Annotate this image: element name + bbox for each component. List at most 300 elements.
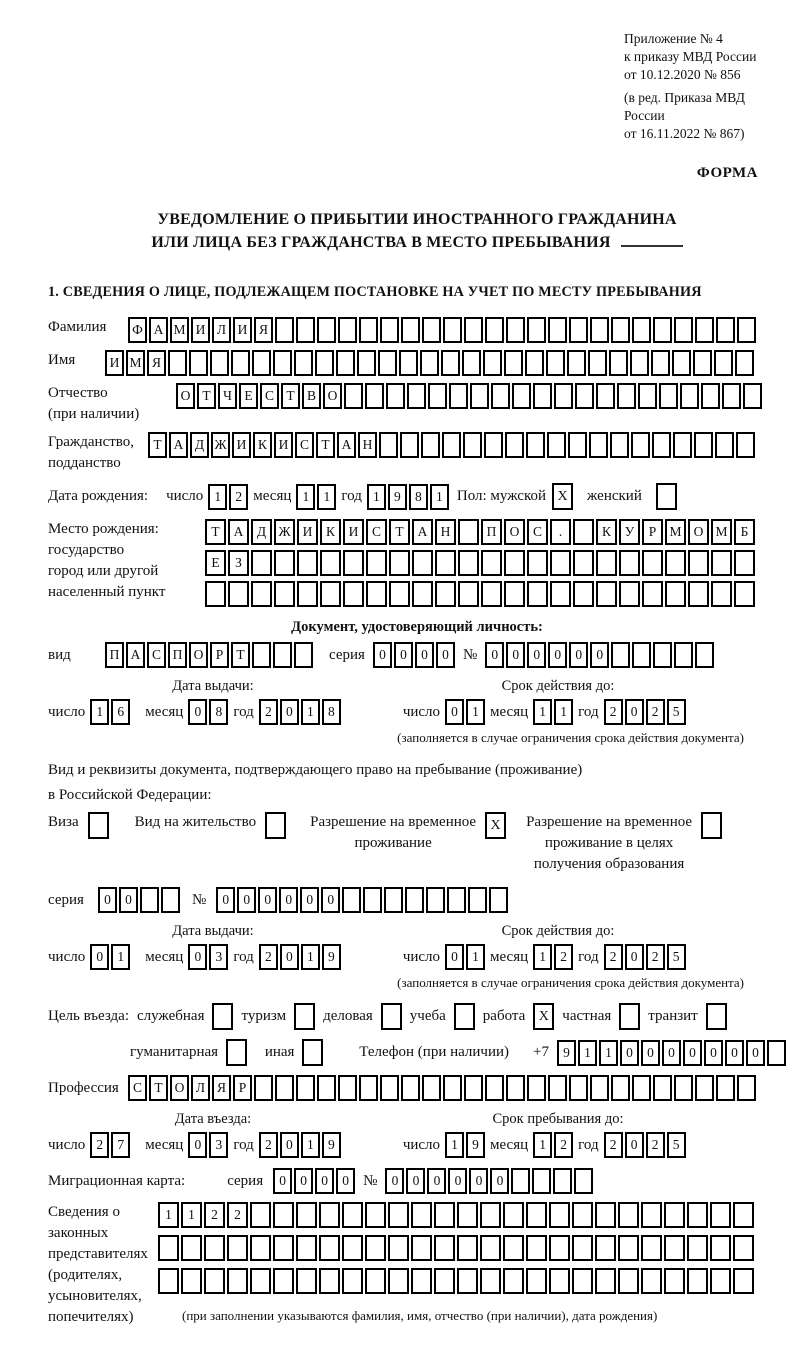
char-cell[interactable]: 0 — [704, 1040, 723, 1066]
char-cell[interactable]: Ч — [218, 383, 237, 409]
char-cell[interactable] — [252, 350, 271, 376]
char-cell[interactable] — [359, 1075, 378, 1101]
char-cell[interactable]: Л — [191, 1075, 210, 1101]
char-cell[interactable] — [506, 317, 525, 343]
char-cell[interactable]: 3 — [209, 944, 228, 970]
char-cell[interactable] — [480, 1202, 501, 1228]
char-cell[interactable] — [595, 1235, 616, 1261]
char-cell[interactable] — [596, 383, 615, 409]
char-cell[interactable] — [550, 581, 571, 607]
purpose-humanitarian-checkbox[interactable] — [226, 1039, 247, 1066]
char-cell[interactable] — [231, 350, 250, 376]
permit-number-cells[interactable] — [216, 887, 508, 913]
char-cell[interactable] — [737, 317, 756, 343]
char-cell[interactable] — [664, 1235, 685, 1261]
char-cell[interactable]: 1 — [466, 944, 485, 970]
char-cell[interactable]: 3 — [209, 1132, 228, 1158]
char-cell[interactable] — [468, 887, 487, 913]
char-cell[interactable]: 0 — [216, 887, 235, 913]
purpose-work-checkbox[interactable]: X — [533, 1003, 554, 1030]
doc-issue-year-cells[interactable] — [259, 699, 341, 725]
char-cell[interactable] — [273, 642, 292, 668]
representatives-row1-cells[interactable] — [158, 1202, 754, 1228]
char-cell[interactable] — [734, 581, 755, 607]
char-cell[interactable] — [533, 383, 552, 409]
char-cell[interactable] — [434, 1235, 455, 1261]
char-cell[interactable]: 0 — [406, 1168, 425, 1194]
char-cell[interactable]: А — [169, 432, 188, 458]
char-cell[interactable] — [227, 1268, 248, 1294]
char-cell[interactable]: Р — [210, 642, 229, 668]
char-cell[interactable]: 0 — [280, 944, 299, 970]
char-cell[interactable]: 0 — [315, 1168, 334, 1194]
given-name-cells[interactable] — [105, 350, 754, 376]
char-cell[interactable] — [319, 1202, 340, 1228]
char-cell[interactable] — [389, 550, 410, 576]
char-cell[interactable] — [572, 1202, 593, 1228]
char-cell[interactable] — [590, 1075, 609, 1101]
char-cell[interactable] — [573, 581, 594, 607]
char-cell[interactable] — [695, 1075, 714, 1101]
char-cell[interactable]: 1 — [296, 484, 315, 510]
char-cell[interactable]: Т — [148, 432, 167, 458]
char-cell[interactable]: 1 — [367, 484, 386, 510]
surname-cells[interactable] — [128, 317, 756, 343]
char-cell[interactable] — [672, 350, 691, 376]
char-cell[interactable] — [653, 317, 672, 343]
char-cell[interactable] — [401, 1075, 420, 1101]
char-cell[interactable]: 2 — [604, 699, 623, 725]
char-cell[interactable]: 9 — [322, 1132, 341, 1158]
char-cell[interactable] — [274, 550, 295, 576]
char-cell[interactable] — [434, 1268, 455, 1294]
char-cell[interactable] — [665, 581, 686, 607]
char-cell[interactable] — [357, 350, 376, 376]
char-cell[interactable]: С — [527, 519, 548, 545]
char-cell[interactable] — [319, 1235, 340, 1261]
char-cell[interactable] — [336, 350, 355, 376]
char-cell[interactable] — [228, 581, 249, 607]
char-cell[interactable] — [687, 1268, 708, 1294]
char-cell[interactable] — [251, 581, 272, 607]
char-cell[interactable] — [733, 1268, 754, 1294]
char-cell[interactable] — [342, 1202, 363, 1228]
permit-issue-year-cells[interactable] — [259, 944, 341, 970]
char-cell[interactable]: 0 — [188, 699, 207, 725]
char-cell[interactable]: 0 — [746, 1040, 765, 1066]
char-cell[interactable]: 5 — [667, 699, 686, 725]
char-cell[interactable] — [343, 581, 364, 607]
char-cell[interactable] — [420, 350, 439, 376]
char-cell[interactable] — [294, 350, 313, 376]
char-cell[interactable] — [526, 1268, 547, 1294]
char-cell[interactable] — [611, 642, 630, 668]
char-cell[interactable]: У — [619, 519, 640, 545]
char-cell[interactable] — [687, 1235, 708, 1261]
char-cell[interactable] — [711, 581, 732, 607]
char-cell[interactable] — [470, 383, 489, 409]
char-cell[interactable]: О — [504, 519, 525, 545]
permit-valid-year-cells[interactable] — [604, 944, 686, 970]
char-cell[interactable] — [711, 550, 732, 576]
doc-kind-cells[interactable] — [105, 642, 313, 668]
char-cell[interactable] — [554, 383, 573, 409]
permit-issue-day-cells[interactable] — [90, 944, 130, 970]
char-cell[interactable]: 9 — [557, 1040, 576, 1066]
char-cell[interactable]: 0 — [625, 699, 644, 725]
char-cell[interactable] — [767, 1040, 786, 1066]
char-cell[interactable]: 0 — [294, 1168, 313, 1194]
char-cell[interactable] — [251, 550, 272, 576]
char-cell[interactable]: Л — [212, 317, 231, 343]
char-cell[interactable] — [386, 383, 405, 409]
temp-residence-education-checkbox[interactable] — [701, 812, 722, 839]
char-cell[interactable]: Т — [231, 642, 250, 668]
char-cell[interactable]: 0 — [280, 699, 299, 725]
char-cell[interactable] — [319, 1268, 340, 1294]
char-cell[interactable] — [273, 1202, 294, 1228]
char-cell[interactable]: Т — [389, 519, 410, 545]
purpose-business-checkbox[interactable] — [381, 1003, 402, 1030]
char-cell[interactable]: П — [481, 519, 502, 545]
char-cell[interactable] — [716, 1075, 735, 1101]
char-cell[interactable] — [527, 1075, 546, 1101]
char-cell[interactable] — [687, 1202, 708, 1228]
char-cell[interactable]: 7 — [111, 1132, 130, 1158]
char-cell[interactable]: С — [147, 642, 166, 668]
char-cell[interactable]: 0 — [625, 1132, 644, 1158]
char-cell[interactable] — [366, 550, 387, 576]
char-cell[interactable]: С — [366, 519, 387, 545]
char-cell[interactable]: 2 — [227, 1202, 248, 1228]
char-cell[interactable]: Т — [205, 519, 226, 545]
char-cell[interactable]: И — [343, 519, 364, 545]
char-cell[interactable] — [619, 581, 640, 607]
char-cell[interactable] — [575, 383, 594, 409]
char-cell[interactable] — [491, 383, 510, 409]
char-cell[interactable] — [435, 550, 456, 576]
char-cell[interactable] — [485, 1075, 504, 1101]
char-cell[interactable] — [442, 432, 461, 458]
char-cell[interactable]: 2 — [229, 484, 248, 510]
char-cell[interactable]: 2 — [646, 944, 665, 970]
doc-valid-month-cells[interactable] — [533, 699, 573, 725]
char-cell[interactable] — [695, 317, 714, 343]
char-cell[interactable]: 9 — [388, 484, 407, 510]
char-cell[interactable]: 0 — [527, 642, 546, 668]
stay-year-cells[interactable] — [604, 1132, 686, 1158]
char-cell[interactable] — [342, 887, 361, 913]
char-cell[interactable]: Т — [149, 1075, 168, 1101]
char-cell[interactable]: 2 — [204, 1202, 225, 1228]
char-cell[interactable]: 1 — [533, 699, 552, 725]
char-cell[interactable] — [504, 350, 523, 376]
char-cell[interactable] — [743, 383, 762, 409]
char-cell[interactable] — [653, 642, 672, 668]
char-cell[interactable]: 5 — [667, 944, 686, 970]
char-cell[interactable]: 9 — [466, 1132, 485, 1158]
char-cell[interactable]: А — [337, 432, 356, 458]
char-cell[interactable]: Д — [251, 519, 272, 545]
char-cell[interactable] — [734, 550, 755, 576]
char-cell[interactable] — [365, 383, 384, 409]
entry-month-cells[interactable] — [188, 1132, 228, 1158]
doc-valid-day-cells[interactable] — [445, 699, 485, 725]
char-cell[interactable]: 0 — [725, 1040, 744, 1066]
char-cell[interactable] — [481, 550, 502, 576]
char-cell[interactable] — [632, 317, 651, 343]
char-cell[interactable]: П — [105, 642, 124, 668]
char-cell[interactable] — [457, 1202, 478, 1228]
char-cell[interactable] — [526, 1202, 547, 1228]
purpose-tourism-checkbox[interactable] — [294, 1003, 315, 1030]
char-cell[interactable]: 0 — [385, 1168, 404, 1194]
char-cell[interactable] — [651, 350, 670, 376]
char-cell[interactable]: П — [168, 642, 187, 668]
char-cell[interactable]: 0 — [448, 1168, 467, 1194]
char-cell[interactable] — [609, 350, 628, 376]
char-cell[interactable]: Р — [642, 519, 663, 545]
sex-female-checkbox[interactable] — [656, 483, 677, 510]
char-cell[interactable] — [462, 350, 481, 376]
char-cell[interactable] — [688, 581, 709, 607]
char-cell[interactable]: 8 — [322, 699, 341, 725]
char-cell[interactable] — [568, 432, 587, 458]
char-cell[interactable]: 9 — [322, 944, 341, 970]
char-cell[interactable]: 0 — [188, 1132, 207, 1158]
char-cell[interactable] — [422, 1075, 441, 1101]
char-cell[interactable] — [567, 350, 586, 376]
birth-place-row2-cells[interactable] — [205, 550, 755, 576]
char-cell[interactable] — [503, 1235, 524, 1261]
char-cell[interactable] — [527, 317, 546, 343]
char-cell[interactable] — [411, 1202, 432, 1228]
char-cell[interactable] — [275, 1075, 294, 1101]
char-cell[interactable]: 0 — [548, 642, 567, 668]
char-cell[interactable]: 0 — [506, 642, 525, 668]
doc-series-cells[interactable] — [373, 642, 455, 668]
char-cell[interactable]: 0 — [641, 1040, 660, 1066]
char-cell[interactable] — [463, 432, 482, 458]
char-cell[interactable] — [273, 1268, 294, 1294]
char-cell[interactable] — [549, 1235, 570, 1261]
visa-checkbox[interactable] — [88, 812, 109, 839]
char-cell[interactable] — [659, 383, 678, 409]
char-cell[interactable] — [405, 887, 424, 913]
char-cell[interactable]: 2 — [259, 944, 278, 970]
char-cell[interactable]: О — [189, 642, 208, 668]
char-cell[interactable] — [716, 317, 735, 343]
char-cell[interactable]: И — [105, 350, 124, 376]
migration-number-cells[interactable] — [385, 1168, 593, 1194]
char-cell[interactable]: О — [323, 383, 342, 409]
char-cell[interactable] — [505, 432, 524, 458]
char-cell[interactable] — [642, 550, 663, 576]
char-cell[interactable] — [344, 383, 363, 409]
char-cell[interactable]: Т — [281, 383, 300, 409]
char-cell[interactable]: О — [170, 1075, 189, 1101]
char-cell[interactable]: 0 — [469, 1168, 488, 1194]
char-cell[interactable] — [595, 1268, 616, 1294]
char-cell[interactable] — [407, 383, 426, 409]
char-cell[interactable]: Д — [190, 432, 209, 458]
char-cell[interactable] — [710, 1202, 731, 1228]
char-cell[interactable] — [365, 1268, 386, 1294]
char-cell[interactable] — [447, 887, 466, 913]
char-cell[interactable]: С — [128, 1075, 147, 1101]
char-cell[interactable]: И — [274, 432, 293, 458]
char-cell[interactable] — [342, 1235, 363, 1261]
purpose-other-checkbox[interactable] — [302, 1039, 323, 1066]
char-cell[interactable]: А — [126, 642, 145, 668]
char-cell[interactable]: К — [596, 519, 617, 545]
char-cell[interactable]: 0 — [394, 642, 413, 668]
char-cell[interactable] — [710, 1268, 731, 1294]
char-cell[interactable]: Е — [239, 383, 258, 409]
sex-male-checkbox[interactable]: X — [552, 483, 573, 510]
char-cell[interactable]: 0 — [336, 1168, 355, 1194]
char-cell[interactable] — [733, 1202, 754, 1228]
char-cell[interactable] — [296, 1202, 317, 1228]
char-cell[interactable] — [504, 550, 525, 576]
char-cell[interactable] — [596, 550, 617, 576]
char-cell[interactable] — [342, 1268, 363, 1294]
char-cell[interactable]: 2 — [604, 944, 623, 970]
char-cell[interactable] — [641, 1268, 662, 1294]
char-cell[interactable] — [503, 1268, 524, 1294]
char-cell[interactable]: 1 — [430, 484, 449, 510]
char-cell[interactable]: 0 — [427, 1168, 446, 1194]
char-cell[interactable] — [569, 317, 588, 343]
entry-day-cells[interactable] — [90, 1132, 130, 1158]
char-cell[interactable] — [736, 432, 755, 458]
char-cell[interactable] — [664, 1268, 685, 1294]
char-cell[interactable]: 2 — [259, 699, 278, 725]
char-cell[interactable] — [715, 432, 734, 458]
char-cell[interactable] — [168, 350, 187, 376]
char-cell[interactable] — [254, 1075, 273, 1101]
char-cell[interactable]: 0 — [279, 887, 298, 913]
char-cell[interactable]: . — [550, 519, 571, 545]
char-cell[interactable]: 1 — [90, 699, 109, 725]
purpose-private-checkbox[interactable] — [619, 1003, 640, 1030]
char-cell[interactable]: 1 — [533, 1132, 552, 1158]
char-cell[interactable] — [481, 581, 502, 607]
char-cell[interactable]: Я — [212, 1075, 231, 1101]
char-cell[interactable] — [595, 1202, 616, 1228]
char-cell[interactable] — [296, 1075, 315, 1101]
char-cell[interactable] — [250, 1235, 271, 1261]
char-cell[interactable] — [274, 581, 295, 607]
char-cell[interactable] — [619, 550, 640, 576]
doc-issue-day-cells[interactable] — [90, 699, 130, 725]
permit-issue-month-cells[interactable] — [188, 944, 228, 970]
char-cell[interactable] — [527, 581, 548, 607]
char-cell[interactable] — [596, 581, 617, 607]
char-cell[interactable] — [526, 432, 545, 458]
birth-day-cells[interactable] — [208, 484, 248, 510]
char-cell[interactable] — [380, 317, 399, 343]
char-cell[interactable] — [158, 1235, 179, 1261]
char-cell[interactable] — [573, 519, 594, 545]
char-cell[interactable] — [504, 581, 525, 607]
patronymic-cells[interactable] — [176, 383, 762, 409]
permit-valid-day-cells[interactable] — [445, 944, 485, 970]
char-cell[interactable]: Т — [197, 383, 216, 409]
char-cell[interactable]: Ф — [128, 317, 147, 343]
char-cell[interactable] — [549, 1202, 570, 1228]
char-cell[interactable]: 2 — [646, 1132, 665, 1158]
char-cell[interactable]: 0 — [258, 887, 277, 913]
char-cell[interactable]: 0 — [98, 887, 117, 913]
char-cell[interactable] — [547, 432, 566, 458]
char-cell[interactable] — [181, 1235, 202, 1261]
char-cell[interactable] — [553, 1168, 572, 1194]
phone-cells[interactable] — [557, 1040, 786, 1066]
char-cell[interactable] — [464, 1075, 483, 1101]
char-cell[interactable] — [549, 1268, 570, 1294]
char-cell[interactable] — [710, 1235, 731, 1261]
char-cell[interactable]: С — [260, 383, 279, 409]
char-cell[interactable] — [714, 350, 733, 376]
char-cell[interactable] — [189, 350, 208, 376]
char-cell[interactable]: 1 — [599, 1040, 618, 1066]
char-cell[interactable]: 0 — [620, 1040, 639, 1066]
char-cell[interactable] — [411, 1235, 432, 1261]
char-cell[interactable]: 1 — [208, 484, 227, 510]
char-cell[interactable]: 0 — [373, 642, 392, 668]
char-cell[interactable] — [512, 383, 531, 409]
char-cell[interactable] — [665, 550, 686, 576]
char-cell[interactable] — [610, 432, 629, 458]
char-cell[interactable] — [674, 642, 693, 668]
char-cell[interactable] — [443, 1075, 462, 1101]
char-cell[interactable]: З — [228, 550, 249, 576]
char-cell[interactable]: И — [297, 519, 318, 545]
char-cell[interactable]: 0 — [321, 887, 340, 913]
char-cell[interactable] — [589, 432, 608, 458]
char-cell[interactable] — [664, 1202, 685, 1228]
char-cell[interactable] — [296, 317, 315, 343]
char-cell[interactable] — [443, 317, 462, 343]
char-cell[interactable] — [317, 317, 336, 343]
char-cell[interactable]: К — [320, 519, 341, 545]
char-cell[interactable]: 0 — [485, 642, 504, 668]
char-cell[interactable] — [701, 383, 720, 409]
char-cell[interactable] — [737, 1075, 756, 1101]
char-cell[interactable]: Б — [734, 519, 755, 545]
char-cell[interactable] — [546, 350, 565, 376]
char-cell[interactable]: Н — [358, 432, 377, 458]
permit-valid-month-cells[interactable] — [533, 944, 573, 970]
char-cell[interactable] — [458, 550, 479, 576]
permit-series-cells[interactable] — [98, 887, 180, 913]
char-cell[interactable]: Н — [435, 519, 456, 545]
char-cell[interactable] — [572, 1268, 593, 1294]
char-cell[interactable] — [294, 642, 313, 668]
birth-year-cells[interactable] — [367, 484, 449, 510]
representatives-row3-cells[interactable] — [158, 1268, 754, 1294]
char-cell[interactable]: 2 — [554, 944, 573, 970]
char-cell[interactable]: 0 — [300, 887, 319, 913]
char-cell[interactable]: 8 — [409, 484, 428, 510]
char-cell[interactable]: А — [412, 519, 433, 545]
char-cell[interactable] — [297, 550, 318, 576]
char-cell[interactable] — [511, 1168, 530, 1194]
char-cell[interactable] — [652, 432, 671, 458]
char-cell[interactable]: 1 — [111, 944, 130, 970]
char-cell[interactable] — [527, 550, 548, 576]
